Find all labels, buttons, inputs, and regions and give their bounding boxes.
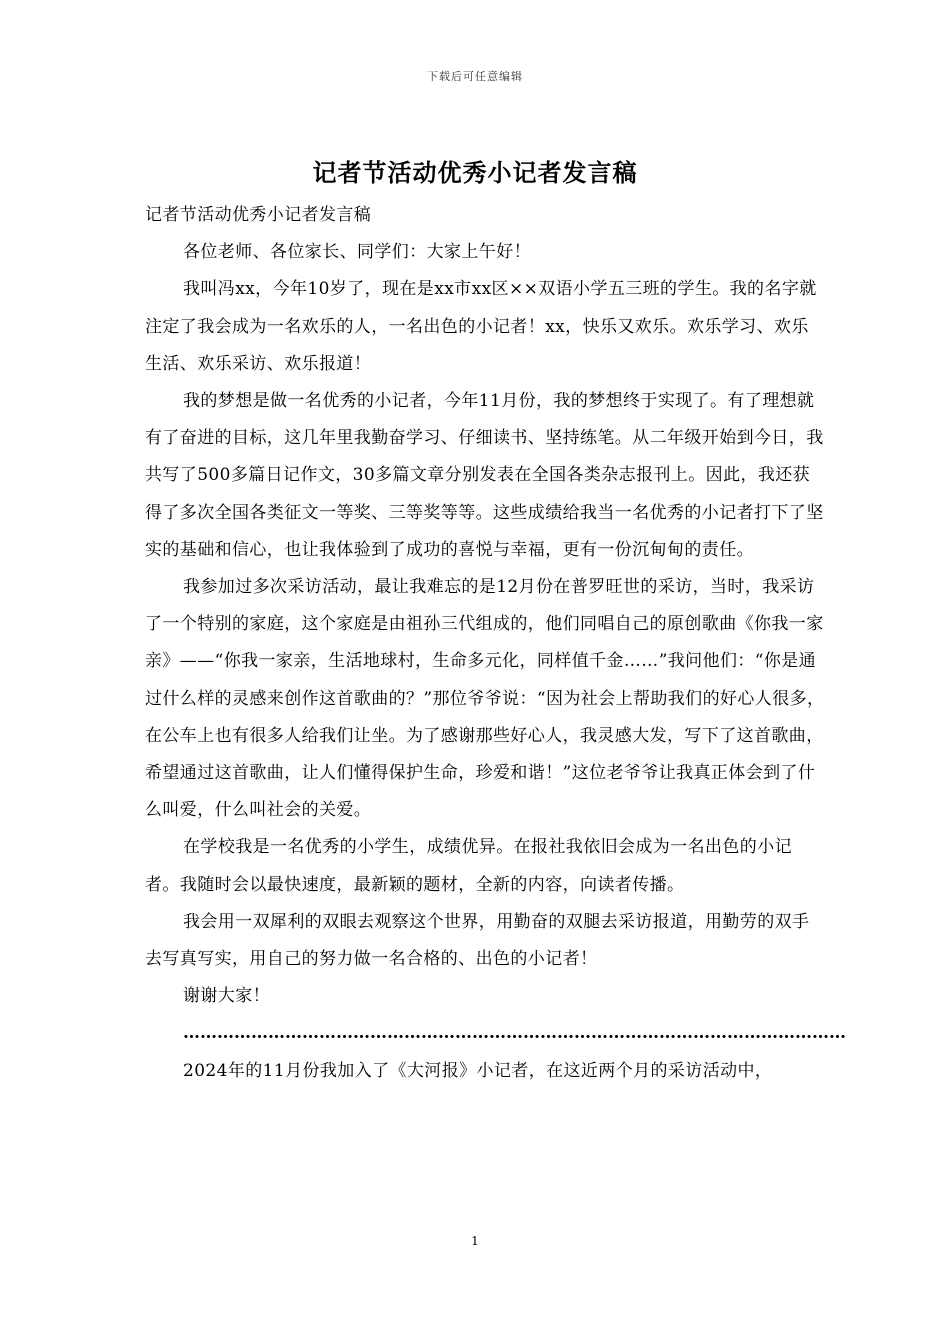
document-subtitle: 记者节活动优秀小记者发言稿 bbox=[145, 205, 372, 225]
body-paragraph: 在学校我是一名优秀的小学生，成绩优异。在报社我依旧会成为一名出色的小记者。我随时会以最快速度，最新颖的题材，全新的内容，向读者传播。 bbox=[145, 837, 792, 895]
greeting-paragraph: 各位老师、各位家长、同学们：大家上午好！ bbox=[183, 242, 531, 263]
header-note: 下载后可任意编辑 bbox=[427, 70, 523, 83]
page-number: 1 bbox=[471, 1234, 479, 1248]
body-paragraph: 我参加过多次采访活动，最让我难忘的是12月份在普罗旺世的采访，当时，我采访了一个特别的家庭，这个家庭是由祖孙三代组成的，他们同唱自己的原创歌曲《你我一家亲》——“你我一家亲，生活地球村，生命多元化，同样值千金……”我问他们：“你是通过什么样的灵感来创作这首歌曲的？”那位爷爷说：“因为社会上帮助我们的好心人很多，在公车上也有很多人给我们让坐。为了感谢那些好心人，我灵感大发，写下了这首歌曲，希望通过这首歌曲，让人们懂得保护生命，珍爱和谐！”这位老爷爷让我真正体会到了什么叫爱，什么叫社会的关爱。 bbox=[145, 577, 825, 821]
body-paragraph: 我的梦想是做一名优秀的小记者，今年11月份，我的梦想终于实现了。有了理想就有了奋进的目标，这几年里我勤奋学习、仔细读书、坚持练笔。从二年级开始到今日，我共写了500多篇日记作文，30多篇文章分别发表在全国各类杂志报刊上。因此，我还获得了多次全国各类征文一等奖、三等奖等等。这些成绩给我当一名优秀的小记者打下了坚实的基础和信心，也让我体验到了成功的喜悦与幸福，更有一份沉甸甸的责任。 bbox=[145, 391, 824, 560]
body-paragraph: 我会用一双犀利的双眼去观察这个世界，用勤奋的双腿去采访报道，用勤劳的双手去写真写实，用自己的努力做一名合格的、出色的小记者！ bbox=[145, 911, 810, 970]
continuation-paragraph: 2024年的11月份我加入了《大河报》小记者，在这近两个月的采访活动中， bbox=[183, 1060, 773, 1081]
document-title: 记者节活动优秀小记者发言稿 bbox=[312, 158, 638, 187]
closing-paragraph: 谢谢大家！ bbox=[183, 986, 270, 1007]
separator-dots: ……………………………………………………………………………………………………… bbox=[183, 1023, 846, 1044]
document-body bbox=[145, 197, 846, 1090]
body-paragraph: 我叫冯xx，今年10岁了，现在是xx市xx区××双语小学五三班的学生。我的名字就注定了我会成为一名欢乐的人，一名出色的小记者！xx，快乐又欢乐。欢乐学习、欢乐生活、欢乐采访、欢乐报道！ bbox=[145, 279, 817, 374]
